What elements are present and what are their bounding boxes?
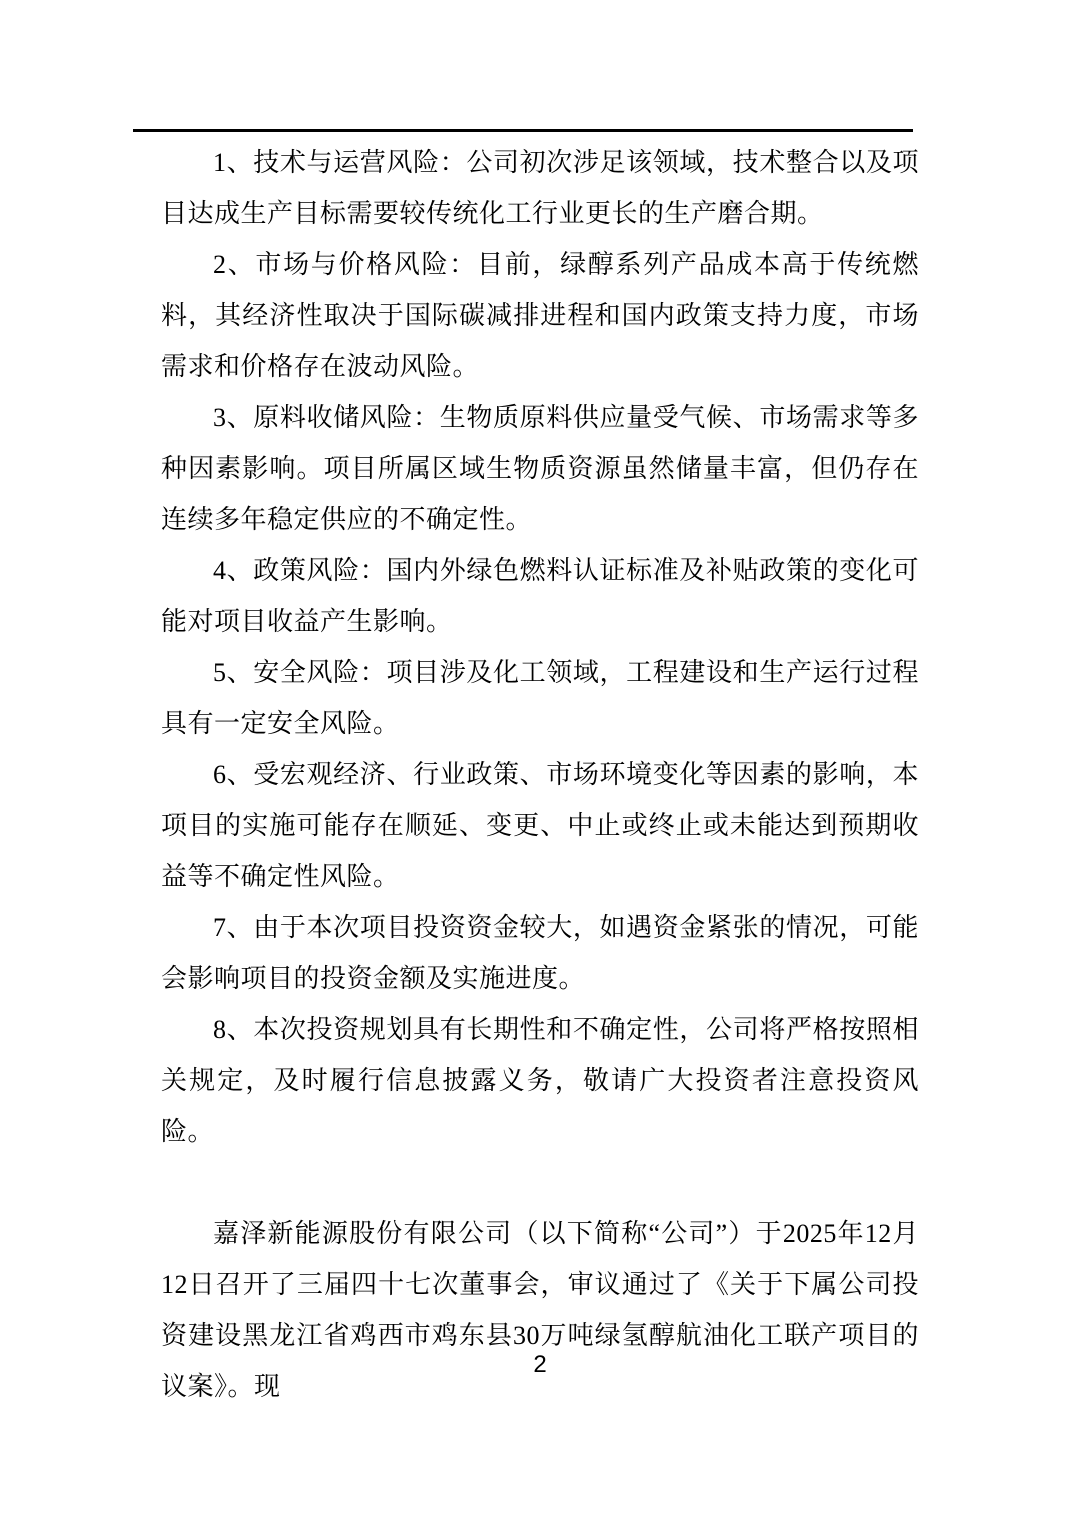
paragraph-risk-5: 5、安全风险：项目涉及化工领域，工程建设和生产运行过程具有一定安全风险。: [161, 658, 919, 738]
paragraph-risk-7: 7、由于本次项目投资资金较大，如遇资金紧张的情况，可能会影响项目的投资金额及实施进度。: [161, 913, 919, 993]
page-number: 2: [533, 1351, 547, 1378]
paragraph-risk-2: 2、市场与价格风险：目前，绿醇系列产品成本高于传统燃料，其经济性取决于国际碳减排进程和国内政策支持力度，市场需求和价格存在波动风险。: [161, 250, 919, 381]
paragraph-risk-4: 4、政策风险：国内外绿色燃料认证标准及补贴政策的变化可能对项目收益产生影响。: [161, 556, 919, 636]
document-body: [161, 137, 919, 1412]
paragraph-risk-6: 6、受宏观经济、行业政策、市场环境变化等因素的影响，本项目的实施可能存在顺延、变更、中止或终止或未能达到预期收益等不确定性风险。: [161, 760, 919, 891]
paragraph-risk-8: 8、本次投资规划具有长期性和不确定性，公司将严格按照相关规定，及时履行信息披露义务，敬请广大投资者注意投资风险。: [161, 1015, 919, 1146]
header-rule: [133, 129, 913, 132]
paragraph-risk-1: 1、技术与运营风险：公司初次涉足该领域，技术整合以及项目达成生产目标需要较传统化工行业更长的生产磨合期。: [161, 148, 919, 228]
blank-line: [161, 1157, 919, 1208]
paragraph-board-resolution: 嘉泽新能源股份有限公司（以下简称“公司”）于2025年12月12日召开了三届四十七次董事会，审议通过了《关于下属公司投资建设黑龙江省鸡西市鸡东县30万吨绿氢醇航油化工联产项目的议案》。现: [161, 1219, 919, 1401]
paragraph-risk-3: 3、原料收储风险：生物质原料供应量受气候、市场需求等多种因素影响。项目所属区域生物质资源虽然储量丰富，但仍存在连续多年稳定供应的不确定性。: [161, 403, 919, 534]
